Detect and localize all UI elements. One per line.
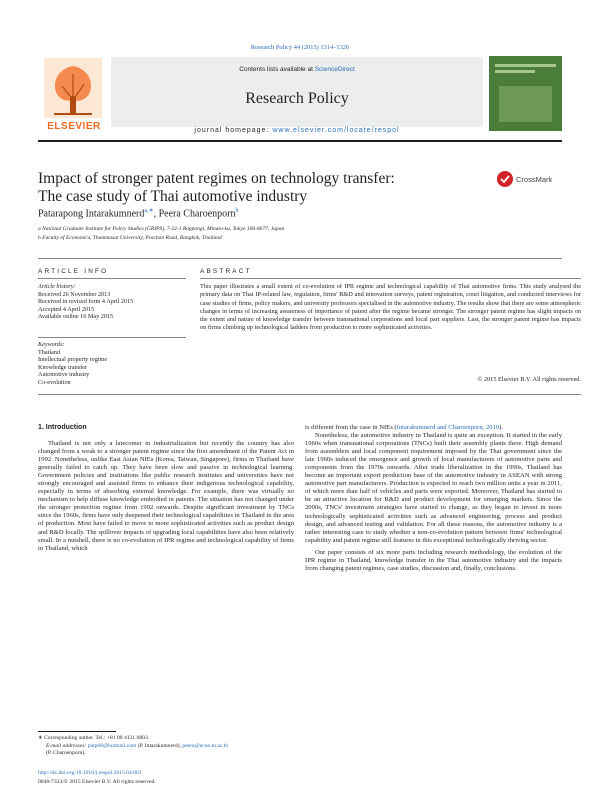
abstract-bottom-rule xyxy=(38,394,581,395)
history-label: Article history: xyxy=(38,283,76,290)
author-2-sup[interactable]: b xyxy=(235,208,239,214)
journal-homepage xyxy=(111,127,483,134)
journal-cover-thumbnail xyxy=(489,56,562,131)
title-rule xyxy=(38,258,562,259)
keyword-item: Automotive industry xyxy=(38,371,90,379)
body-left-column xyxy=(38,440,294,553)
body-paragraph: Nonetheless, the automotive industry in Thailand is quite an exception. It started in the early 1960s when transnational corporations (TNCs) built their assembly plants there. High demand from assemblers and local component requirement imposed by the Thai government since the late 1960s induced the emergence and growth of local manufacturers of automotive parts and components from the 1970s onwards. After trade liberalization in the 1990s, Thailand has become an important export production base of the automotive industry in ASEAN with strong automotive part manufacturers. Production is expected to reach two million units a year in 2011, of which more than half of vehicles and parts were exported. Moreover, Thailand has started to be an attractive location for R&D and product development for emerging markets. Since the 2000s, TNCs' investment strategies have started to change, as they began to invest in more technologically sophisticated activities such as advanced engineering, process and product design, and advanced testing and validation. For all these reasons, the automotive industry is a rather interesting case to study whether a non-co-evolution pattern between firms' technological capability and patent regime still features in this exceptional technologically thriving sector. xyxy=(305,432,562,544)
body-paragraph: Thailand is not only a latecomer in industrialization but recently the country has also changed from a weak to a stronger patent regime since the first amendment of the Patent Act in 1992. Nonetheless, unlike East Asian NIEs (Korea, Taiwan, Singapore), firms in Thailand have generally failed to catch up. They have been slow and passive in technological learning. Government policies and institutions like public research institutes and universities have not strongly encouraged and assisted firms to enhance their indigenous technological capability, especially in terms of absorbing external knowledge. For example, there was virtually no mechanism to help diffuse knowledge embodied in patents. The situation has not changed under the stronger protection regime from 1992 onwards. Despite significant investment by TNCs since the 1960s, firms have only deepened their technological capabilities in Thailand in the area of production. Most have failed to move to more sophisticated activities such as product design and R&D locally. The spillover impacts of upgrading local capabilities have also been relatively small. In a nutshell, there is no co-evolution of IPR regime and technological capability of firms in Thailand, which xyxy=(38,440,294,552)
doi-link[interactable]: http://dx.doi.org/10.1016/j.respol.2015.04.001 xyxy=(38,770,142,776)
abstract-copyright: © 2015 Elsevier B.V. All rights reserved. xyxy=(477,376,581,383)
title-line-1: Impact of stronger patent regimes on technology transfer: xyxy=(38,170,395,187)
author-separator: , xyxy=(153,208,159,220)
article-title xyxy=(38,170,458,206)
keyword-item: Co-evolution xyxy=(38,378,71,386)
crossmark-label: CrossMark xyxy=(516,175,553,184)
elsevier-tree-logo xyxy=(42,56,104,130)
issn-line: 0048-7333/© 2015 Elsevier B.V. All rights reserved. xyxy=(38,779,156,785)
abstract-text: This paper illustrates a small extent of co-evolution of IPR regime and technological capability of Thai automotive firms. This study analysed the primary data on Thai IP-related law, regulation, firms' R&D and innovation surveys, patent registration, court litigation, and conducted interviews for case studies of firms, policy makers, and university professors specialised in the automotive industry. The results show that there are some atmospheric changes in terms of increasing awareness of importance of patent after the regime became stronger. The stronger patent regime has slight impacts on the extent and nature of knowledge transfer between transnational corporations and local part suppliers. Last, the stronger patent regime has impacts on firms climbing up technological ladders from production to more sophisticated activities. xyxy=(200,283,581,332)
section-heading: 1. Introduction xyxy=(38,424,87,431)
keywords-block xyxy=(38,341,188,387)
crossmark-icon[interactable] xyxy=(496,170,566,188)
author-2-name: Peera Charoenporn xyxy=(158,208,236,220)
history-received: Received 26 November 2013 xyxy=(38,290,111,298)
keyword-item: Intellectual property regime xyxy=(38,356,108,364)
keyword-item: Thailand xyxy=(38,348,60,356)
affiliation-a: a National Graduate Institute for Policy Studies (GRIPS), 7-22-1 Roppongi, Minato-ku, Tokyo 106-8677, Japan xyxy=(38,226,285,232)
contents-prefix: Contents lists available at xyxy=(239,66,315,73)
body-right-column xyxy=(305,424,562,573)
affiliation-b: b Faculty of Economics, Thammasat University, Prachan Road, Bangkok, Thailand xyxy=(38,235,222,241)
elsevier-wordmark: ELSEVIER xyxy=(47,121,101,132)
contents-line xyxy=(111,66,483,73)
abstract-rule xyxy=(200,278,581,279)
citation-link[interactable]: Intarakumnerd and Charoenporn, 2010 xyxy=(396,424,500,431)
cover-image-area xyxy=(499,86,552,122)
journal-citation[interactable]: Research Policy 44 (2015) 1314–1326 xyxy=(250,44,350,51)
email-label: E-mail addresses: xyxy=(46,743,87,749)
email-owner-1: (P. Intarakumnerd), xyxy=(136,743,183,749)
cover-title-bar xyxy=(495,64,556,67)
article-info-label: ARTICLE INFO xyxy=(38,268,109,275)
journal-name: Research Policy xyxy=(245,90,349,107)
continued-text: is different from the case in NIEs ( xyxy=(305,424,397,431)
cover-subtitle-bar xyxy=(495,70,535,73)
email-link-2[interactable]: peera@econ.tu.ac.th xyxy=(182,743,229,749)
body-paragraph-continued xyxy=(305,424,562,432)
email-owner-2: (P. Charoenporn). xyxy=(46,750,86,756)
footnote-rule xyxy=(38,731,116,732)
email-link-1[interactable]: patp68@hotmail.com xyxy=(87,743,137,749)
homepage-link[interactable]: www.elsevier.com/locate/respol xyxy=(272,127,400,134)
author-1-sup[interactable]: a,∗ xyxy=(144,208,154,214)
continued-end: ). xyxy=(499,424,504,431)
footnote-corresponding: ∗ Corresponding author. Tel.: +81 80 4131 0803. xyxy=(38,735,150,741)
sciencedirect-link[interactable]: ScienceDirect xyxy=(314,66,355,73)
author-list xyxy=(38,207,238,219)
header-rule xyxy=(38,140,562,142)
body-paragraph: Our paper consists of six more parts including research methodology, the evolution of the IPR regime in Thailand, knowledge transfer in the Thai automotive industry and the impacts from changing patent regimes, case studies, discussion and, finally, conclusions. xyxy=(305,548,562,572)
footnote-emails xyxy=(38,743,301,757)
keyword-item: Knowledge transfer xyxy=(38,363,87,371)
title-line-2: The case study of Thai automotive industry xyxy=(38,188,308,205)
history-accepted: Accepted 4 April 2015 xyxy=(38,305,95,313)
history-revised: Received in revised form 4 April 2015 xyxy=(38,298,134,306)
keywords-label: Keywords: xyxy=(38,341,65,348)
history-online: Available online 16 May 2015 xyxy=(38,313,114,321)
author-1-name: Patarapong Intarakumnerd xyxy=(38,208,145,220)
article-history xyxy=(38,283,188,321)
abstract-label: ABSTRACT xyxy=(200,268,252,275)
homepage-prefix: journal homepage: xyxy=(194,127,273,134)
keywords-rule xyxy=(38,337,186,338)
article-info-rule xyxy=(38,278,186,279)
